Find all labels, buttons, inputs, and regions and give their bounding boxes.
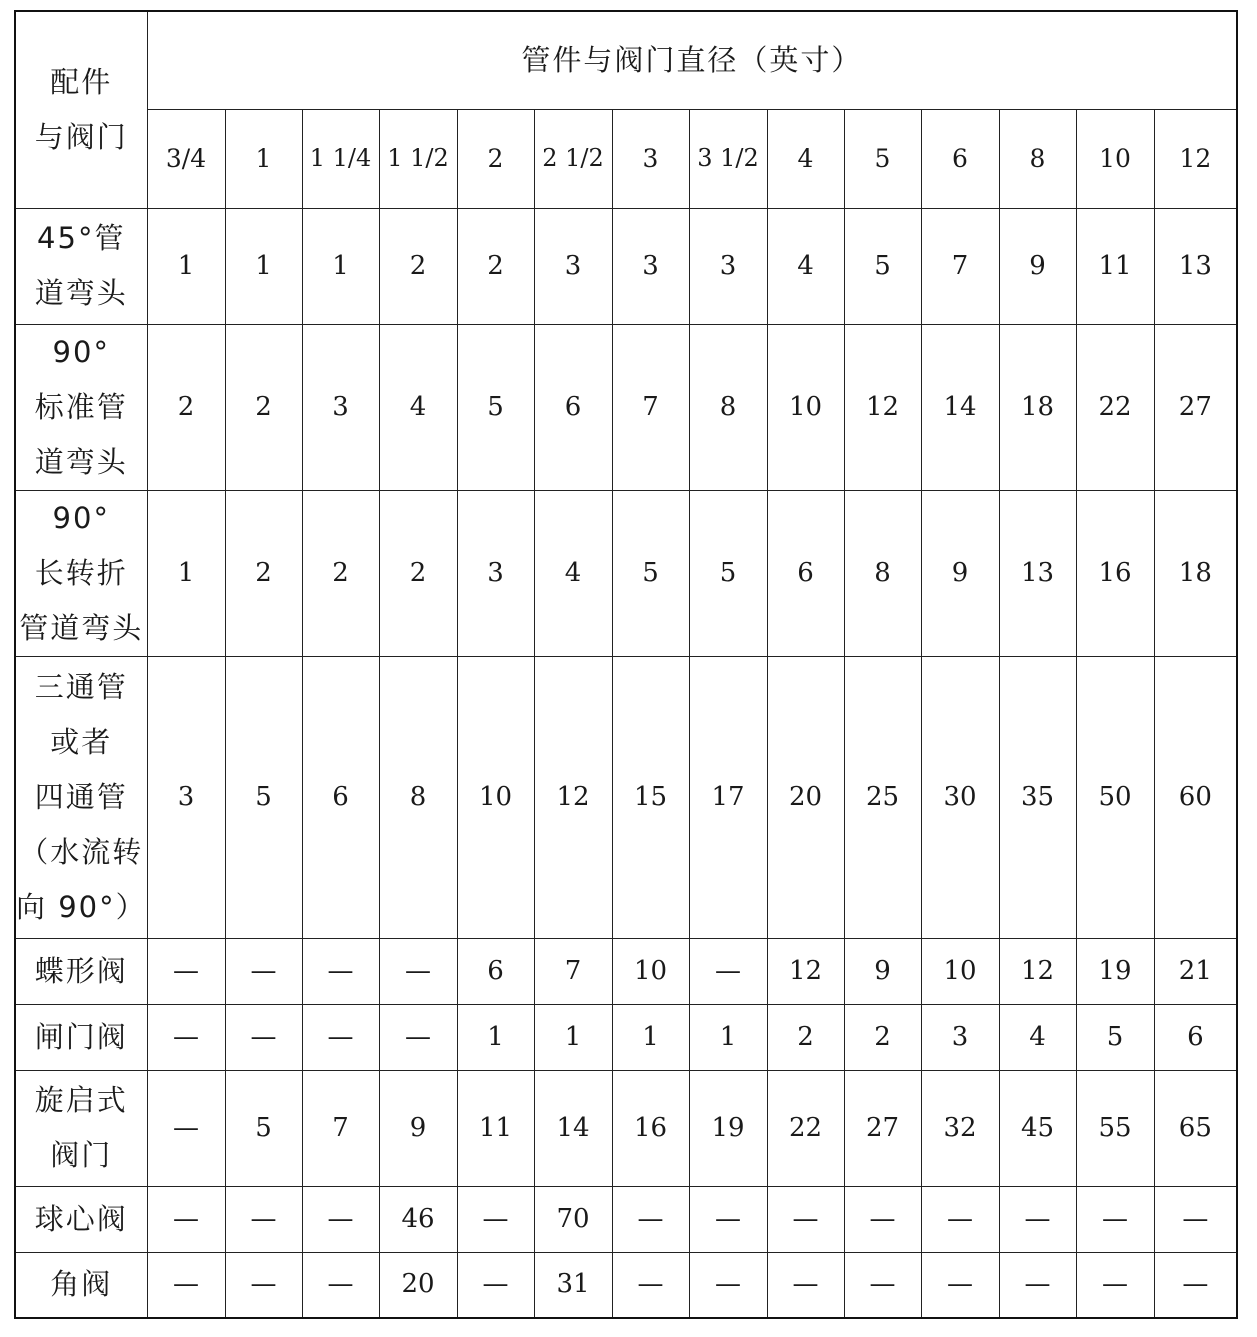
value-cell: 9	[999, 208, 1076, 324]
value-cell: 70	[534, 1186, 612, 1252]
row-label-line: 道弯头	[34, 444, 128, 479]
value-cell: 1	[457, 1004, 534, 1070]
table-row	[15, 656, 1237, 938]
value-cell: 22	[767, 1070, 844, 1186]
size-header-cell: 6	[921, 109, 999, 208]
value-cell: —	[147, 938, 225, 1004]
value-cell: 15	[612, 656, 689, 938]
value-cell: —	[457, 1186, 534, 1252]
value-cell: —	[767, 1252, 844, 1318]
value-cell: —	[457, 1252, 534, 1318]
row-label-cell	[15, 1070, 147, 1186]
value-cell: —	[767, 1186, 844, 1252]
size-header-cell: 1 1/4	[302, 109, 379, 208]
corner-header-cell	[15, 11, 147, 208]
size-header-cell: 2 1/2	[534, 109, 612, 208]
value-cell: 12	[844, 324, 921, 490]
value-cell: 3	[689, 208, 767, 324]
corner-label-line: 配件	[50, 64, 113, 99]
value-cell: 5	[225, 1070, 302, 1186]
value-cell: —	[147, 1186, 225, 1252]
value-cell: 9	[921, 490, 999, 656]
table-row	[15, 1186, 1237, 1252]
size-header-cell: 8	[999, 109, 1076, 208]
value-cell: 2	[225, 324, 302, 490]
value-cell: —	[302, 938, 379, 1004]
value-cell: 11	[1076, 208, 1154, 324]
value-cell: 6	[1154, 1004, 1237, 1070]
value-cell: 6	[767, 490, 844, 656]
value-cell: 46	[379, 1186, 457, 1252]
value-cell: 20	[379, 1252, 457, 1318]
row-label-cell	[15, 1252, 147, 1318]
value-cell: 1	[147, 490, 225, 656]
value-cell: —	[225, 938, 302, 1004]
value-cell: —	[689, 938, 767, 1004]
row-label-line: 三通管	[34, 669, 128, 704]
value-cell: —	[612, 1252, 689, 1318]
value-cell: 2	[379, 208, 457, 324]
row-label-line: 向 90°）	[16, 889, 147, 924]
value-cell: 1	[689, 1004, 767, 1070]
row-label-line: 道弯头	[34, 276, 128, 310]
value-cell: 19	[1076, 938, 1154, 1004]
value-cell: 6	[457, 938, 534, 1004]
value-cell: 10	[612, 938, 689, 1004]
value-cell: 50	[1076, 656, 1154, 938]
value-cell: 1	[534, 1004, 612, 1070]
row-label-line: 四通管	[34, 779, 128, 814]
value-cell: —	[1076, 1186, 1154, 1252]
row-label-line: 闸门阀	[34, 1019, 128, 1054]
row-label-cell	[15, 656, 147, 938]
value-cell: 1	[147, 208, 225, 324]
value-cell: 45	[999, 1070, 1076, 1186]
value-cell: —	[1154, 1252, 1237, 1318]
value-cell: 10	[767, 324, 844, 490]
fittings-table-container	[14, 10, 1238, 1319]
value-cell: —	[225, 1004, 302, 1070]
value-cell: 2	[302, 490, 379, 656]
value-cell: 13	[1154, 208, 1237, 324]
row-label-line: 蝶形阀	[34, 953, 128, 988]
row-label-cell	[15, 490, 147, 656]
value-cell: 5	[1076, 1004, 1154, 1070]
value-cell: 5	[457, 324, 534, 490]
value-cell: 9	[844, 938, 921, 1004]
value-cell: 1	[302, 208, 379, 324]
value-cell: 3	[534, 208, 612, 324]
size-header-cell: 2	[457, 109, 534, 208]
value-cell: 12	[767, 938, 844, 1004]
table-row	[15, 208, 1237, 324]
corner-label-line: 与阀门	[34, 119, 128, 154]
table-row	[15, 938, 1237, 1004]
row-label-line: 管道弯头	[19, 610, 144, 645]
size-header-cell: 3 1/2	[689, 109, 767, 208]
value-cell: 3	[147, 656, 225, 938]
value-cell: 27	[844, 1070, 921, 1186]
size-header-cell: 4	[767, 109, 844, 208]
value-cell: —	[302, 1252, 379, 1318]
row-label-line: 45°管	[37, 221, 126, 255]
row-label-cell	[15, 1186, 147, 1252]
value-cell: 2	[457, 208, 534, 324]
value-cell: —	[379, 938, 457, 1004]
value-cell: 55	[1076, 1070, 1154, 1186]
value-cell: 5	[844, 208, 921, 324]
row-label-line: 90°	[52, 500, 110, 535]
table-row	[15, 1004, 1237, 1070]
value-cell: 60	[1154, 656, 1237, 938]
value-cell: 4	[767, 208, 844, 324]
row-label-line: 阀门	[50, 1138, 113, 1172]
value-cell: 2	[379, 490, 457, 656]
value-cell: 35	[999, 656, 1076, 938]
value-cell: 7	[302, 1070, 379, 1186]
row-label-cell	[15, 324, 147, 490]
value-cell: —	[1076, 1252, 1154, 1318]
value-cell: 10	[921, 938, 999, 1004]
value-cell: —	[1154, 1186, 1237, 1252]
value-cell: 21	[1154, 938, 1237, 1004]
value-cell: 12	[534, 656, 612, 938]
value-cell: 11	[457, 1070, 534, 1186]
value-cell: 65	[1154, 1070, 1237, 1186]
value-cell: 7	[534, 938, 612, 1004]
value-cell: 20	[767, 656, 844, 938]
value-cell: 32	[921, 1070, 999, 1186]
row-label-line: 长转折	[34, 555, 128, 590]
value-cell: 2	[767, 1004, 844, 1070]
header-row-sizes	[15, 109, 1237, 208]
size-header-cell: 12	[1154, 109, 1237, 208]
value-cell: 8	[689, 324, 767, 490]
value-cell: 14	[921, 324, 999, 490]
value-cell: 14	[534, 1070, 612, 1186]
value-cell: —	[999, 1252, 1076, 1318]
row-label-line: 90°	[52, 334, 110, 369]
value-cell: —	[921, 1186, 999, 1252]
size-header-cell: 10	[1076, 109, 1154, 208]
size-header-cell: 1	[225, 109, 302, 208]
fittings-equivalent-length-table	[14, 10, 1238, 1319]
row-label-line: （水流转	[19, 834, 144, 869]
table-row	[15, 490, 1237, 656]
value-cell: 1	[225, 208, 302, 324]
value-cell: 3	[457, 490, 534, 656]
size-header-cell: 5	[844, 109, 921, 208]
value-cell: 2	[844, 1004, 921, 1070]
value-cell: —	[689, 1186, 767, 1252]
value-cell: —	[921, 1252, 999, 1318]
value-cell: 3	[612, 208, 689, 324]
value-cell: 2	[147, 324, 225, 490]
value-cell: 1	[612, 1004, 689, 1070]
value-cell: —	[147, 1070, 225, 1186]
row-label-cell	[15, 938, 147, 1004]
value-cell: 3	[921, 1004, 999, 1070]
table-row	[15, 324, 1237, 490]
value-cell: —	[302, 1186, 379, 1252]
value-cell: 4	[534, 490, 612, 656]
value-cell: 16	[1076, 490, 1154, 656]
row-label-line: 角阀	[50, 1267, 113, 1302]
value-cell: 16	[612, 1070, 689, 1186]
value-cell: 6	[302, 656, 379, 938]
value-cell: 27	[1154, 324, 1237, 490]
value-cell: 22	[1076, 324, 1154, 490]
value-cell: 4	[379, 324, 457, 490]
value-cell: 17	[689, 656, 767, 938]
table-row	[15, 1252, 1237, 1318]
value-cell: 13	[999, 490, 1076, 656]
value-cell: —	[302, 1004, 379, 1070]
size-header-cell: 3/4	[147, 109, 225, 208]
value-cell: 8	[379, 656, 457, 938]
size-header-cell: 1 1/2	[379, 109, 457, 208]
value-cell: 10	[457, 656, 534, 938]
value-cell: —	[844, 1186, 921, 1252]
value-cell: —	[379, 1004, 457, 1070]
value-cell: 30	[921, 656, 999, 938]
value-cell: —	[844, 1252, 921, 1318]
value-cell: 31	[534, 1252, 612, 1318]
value-cell: 7	[921, 208, 999, 324]
value-cell: 18	[999, 324, 1076, 490]
value-cell: 25	[844, 656, 921, 938]
value-cell: —	[147, 1252, 225, 1318]
value-cell: 8	[844, 490, 921, 656]
row-label-line: 旋启式	[34, 1083, 128, 1117]
value-cell: 5	[225, 656, 302, 938]
value-cell: 7	[612, 324, 689, 490]
value-cell: —	[225, 1186, 302, 1252]
row-label-line: 或者	[50, 724, 113, 759]
row-label-line: 球心阀	[34, 1201, 128, 1236]
row-label-cell	[15, 208, 147, 324]
value-cell: 18	[1154, 490, 1237, 656]
value-cell: 6	[534, 324, 612, 490]
table-row	[15, 1070, 1237, 1186]
value-cell: —	[147, 1004, 225, 1070]
value-cell: 12	[999, 938, 1076, 1004]
header-row-group	[15, 11, 1237, 109]
value-cell: 2	[225, 490, 302, 656]
value-cell: —	[999, 1186, 1076, 1252]
row-label-cell	[15, 1004, 147, 1070]
size-header-cell: 3	[612, 109, 689, 208]
value-cell: 5	[689, 490, 767, 656]
value-cell: 19	[689, 1070, 767, 1186]
value-cell: 9	[379, 1070, 457, 1186]
table-body	[15, 11, 1237, 1318]
value-cell: 4	[999, 1004, 1076, 1070]
value-cell: 3	[302, 324, 379, 490]
diameter-group-header: 管件与阀门直径（英寸）	[147, 11, 1237, 109]
value-cell: —	[225, 1252, 302, 1318]
value-cell: —	[612, 1186, 689, 1252]
value-cell: —	[689, 1252, 767, 1318]
value-cell: 5	[612, 490, 689, 656]
row-label-line: 标准管	[34, 389, 128, 424]
